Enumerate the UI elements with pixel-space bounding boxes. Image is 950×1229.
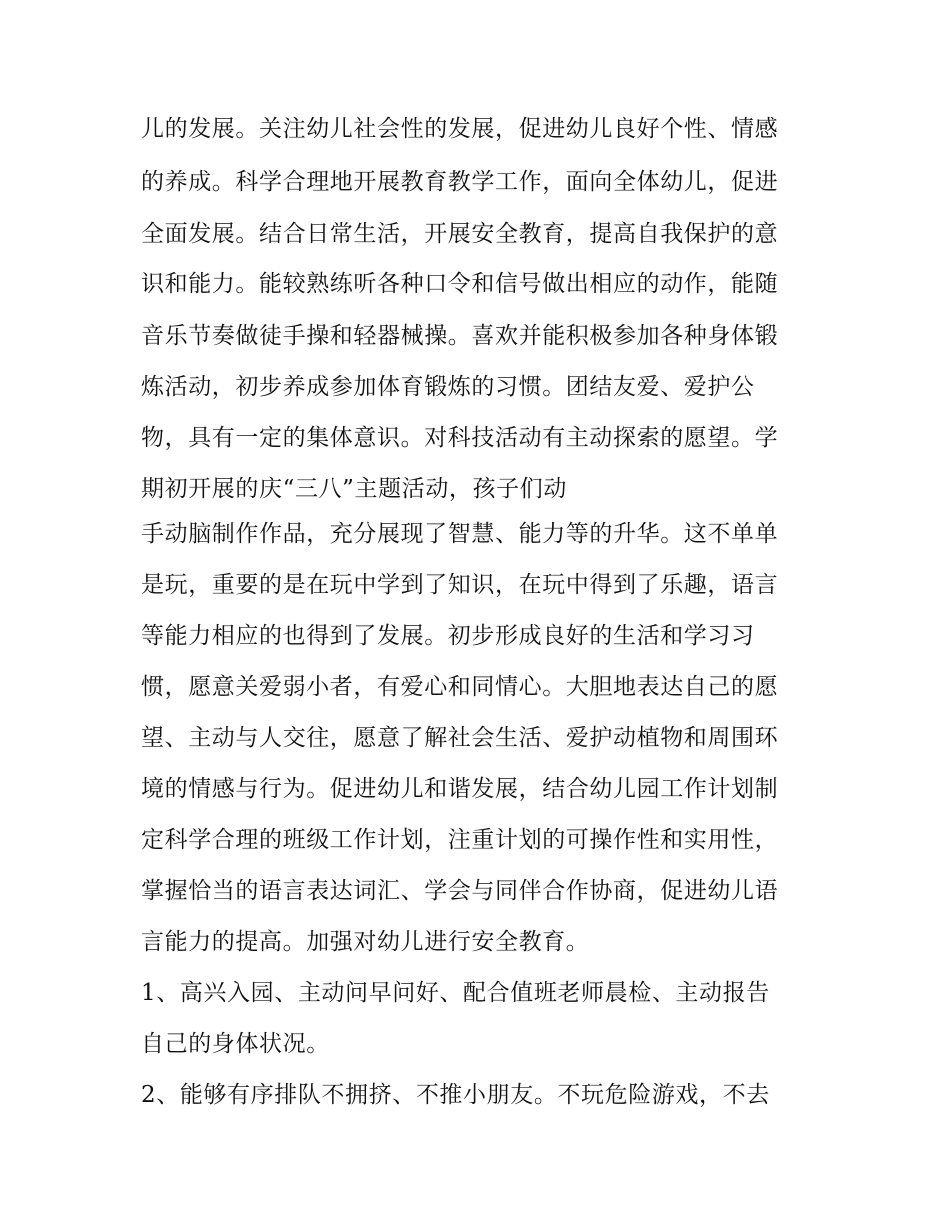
text-line: 是玩，重要的是在玩中学到了知识，在玩中得到了乐趣，语言 — [141, 572, 779, 598]
text-line: 定科学合理的班级工作计划，注重计划的可操作性和实用性， — [141, 827, 779, 853]
text-line: 识和能力。能较熟练听各种口令和信号做出相应的动作，能随 — [141, 271, 779, 297]
text-line: 儿的发展。关注幼儿社会性的发展，促进幼儿良好个性、情感 — [141, 116, 779, 142]
text-line: 手动脑制作作品，充分展现了智慧、能力等的升华。这不单单 — [141, 521, 779, 547]
text-line: 境的情感与行为。促进幼儿和谐发展，结合幼儿园工作计划制 — [141, 776, 779, 802]
text-line: 期初开展的庆“三八”主题活动，孩子们动 — [141, 476, 567, 502]
text-line: 掌握恰当的语言表达词汇、学会与同伴合作协商，促进幼儿语 — [141, 878, 779, 904]
list-item-1: 1、高兴入园、主动问早问好、配合值班老师晨检、主动报告 — [141, 980, 770, 1006]
text-line: 物，具有一定的集体意识。对科技活动有主动探索的愿望。学 — [141, 425, 779, 451]
text-line: 音乐节奏做徒手操和轻器械操。喜欢并能积极参加各种身体锻 — [141, 323, 779, 349]
text-line: 望、主动与人交往，愿意了解社会生活、爱护动植物和周围环 — [141, 725, 779, 751]
text-line: 惯，愿意关爱弱小者，有爱心和同情心。大胆地表达自己的愿 — [141, 674, 779, 700]
text-line: 等能力相应的也得到了发展。初步形成良好的生活和学习习 — [141, 623, 755, 649]
text-line: 炼活动，初步养成参加体育锻炼的习惯。团结友爱、爱护公 — [141, 374, 755, 400]
list-item-2: 2、能够有序排队不拥挤、不推小朋友。不玩危险游戏，不去 — [141, 1082, 770, 1108]
text-line: 全面发展。结合日常生活，开展安全教育，提高自我保护的意 — [141, 221, 779, 247]
text-line: 自己的身体状况。 — [141, 1031, 330, 1057]
text-line: 的养成。科学合理地开展教育教学工作，面向全体幼儿，促进 — [141, 169, 779, 195]
text-line: 言能力的提高。加强对幼儿进行安全教育。 — [141, 929, 590, 955]
